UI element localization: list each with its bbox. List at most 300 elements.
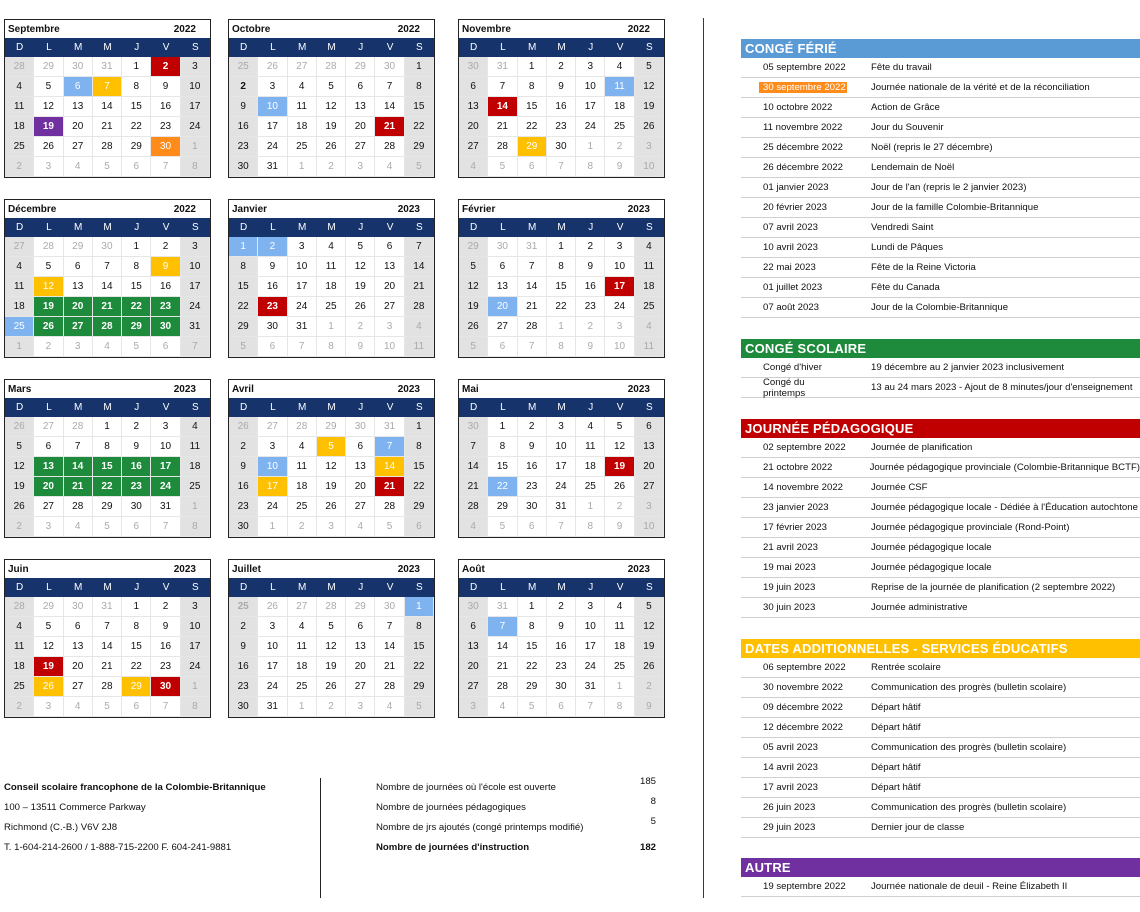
day-cell: 27 [459,137,488,157]
day-cell: 19 [605,457,634,477]
day-cell: 15 [488,457,517,477]
day-cell: 31 [375,417,404,437]
weekday-header [5,218,210,237]
day-cell: 6 [518,517,547,537]
day-cell: 27 [288,597,317,617]
weekday-label: L [46,402,52,413]
day-cell: 7 [181,337,210,357]
day-cell: 6 [346,437,375,457]
day-cell: 1 [547,237,576,257]
weekday-header [229,578,434,597]
weekday-label: V [162,402,170,413]
day-cell: 2 [151,237,180,257]
day-cell: 4 [288,437,317,457]
month-name: Janvier [232,203,268,215]
day-cell: 24 [576,657,605,677]
day-cell: 9 [547,617,576,637]
day-cell: 13 [375,257,404,277]
day-cell: 16 [229,117,258,137]
day-cell: 29 [488,497,517,517]
weekday-label: S [191,582,199,593]
day-cell: 6 [459,77,488,97]
month-header [459,380,664,398]
day-cell: 25 [181,477,210,497]
legend-text: Journée CSF [871,482,928,493]
day-cell: 30 [93,237,122,257]
day-cell: 2 [518,417,547,437]
day-cell: 7 [405,237,434,257]
legend-text: Fête du Canada [871,282,940,293]
stat-row [376,818,656,838]
day-cell: 4 [64,517,93,537]
weekday-label: M [327,222,336,233]
day-cell: 22 [405,657,434,677]
month-name: Août [462,563,485,575]
day-cell: 25 [605,657,634,677]
day-cell: 27 [5,237,34,257]
day-cell: 28 [375,677,404,697]
day-cell: 1 [181,137,210,157]
day-cell: 6 [547,697,576,717]
legend-row [741,598,1140,618]
weekday-label: S [415,42,423,53]
day-cell: 11 [181,437,210,457]
weekday-label: D [470,402,478,413]
day-cell: 17 [576,97,605,117]
divider-line [703,18,704,898]
day-cell: 26 [635,657,664,677]
day-cell: 15 [122,637,151,657]
day-cell: 2 [5,697,34,717]
month-header [459,20,664,38]
legend-date: 17 avril 2023 [763,782,818,793]
day-cell: 1 [547,317,576,337]
day-cell: 7 [288,337,317,357]
day-cell: 6 [488,257,517,277]
weekday-label: M [298,42,307,53]
stat-value: 8 [650,796,656,807]
day-cell: 6 [64,617,93,637]
day-cell: 13 [64,637,93,657]
legend-date: 30 novembre 2022 [763,682,844,693]
day-cell: 26 [317,137,346,157]
stat-label: Nombre de journées pédagogiques [376,802,526,813]
day-cell: 1 [5,337,34,357]
day-cell: 13 [64,97,93,117]
day-cell: 3 [605,317,634,337]
day-cell: 21 [488,657,517,677]
day-cell: 24 [181,657,210,677]
weekday-label: S [645,222,653,233]
day-cell: 27 [288,57,317,77]
legend-date: 30 septembre 2022 [759,82,847,93]
day-cell: 25 [5,677,34,697]
day-cell: 1 [518,57,547,77]
day-cell: 20 [34,477,63,497]
day-cell: 7 [64,437,93,457]
day-cell: 8 [488,437,517,457]
day-cell: 31 [181,317,210,337]
day-cell: 27 [64,317,93,337]
legend-row [741,258,1140,278]
day-cell: 11 [635,257,664,277]
day-cell: 12 [605,437,634,457]
day-cell: 11 [5,97,34,117]
month-juin [4,559,211,718]
legend-text: Journée pédagogique provinciale (Rond-Point) [871,522,1070,533]
weekday-label: J [588,582,594,593]
day-cell: 4 [346,517,375,537]
org-address-2: Richmond (C.-B.) V6V 2J8 [4,822,118,833]
day-cell: 8 [317,337,346,357]
legend-row [741,438,1140,458]
day-cell: 17 [258,477,287,497]
month-name: Mars [8,383,32,395]
day-cell: 5 [34,617,63,637]
legend-text: Rentrée scolaire [871,662,941,673]
weekday-header [459,578,664,597]
legend-row [741,518,1140,538]
legend-row [741,658,1140,678]
weekday-label: M [74,222,83,233]
day-cell: 31 [518,237,547,257]
weekday-label: M [298,402,307,413]
day-cell: 26 [5,497,34,517]
day-cell: 30 [518,497,547,517]
day-cell: 4 [459,157,488,177]
day-cell: 23 [151,657,180,677]
day-cell: 5 [317,77,346,97]
weekday-label: S [645,582,653,593]
day-cell: 27 [258,417,287,437]
legend-row [741,678,1140,698]
day-cell: 25 [5,137,34,157]
weekday-label: D [240,42,248,53]
legend-text: Journée nationale de la vérité et de la réconciliation [871,82,1090,93]
day-cell: 4 [635,237,664,257]
month-year: 2023 [627,563,650,575]
day-cell: 10 [375,337,404,357]
day-cell: 8 [181,157,210,177]
day-cell: 15 [229,277,258,297]
day-cell: 28 [5,57,34,77]
day-cell: 19 [317,117,346,137]
day-cell: 28 [317,57,346,77]
day-cell: 16 [151,637,180,657]
legend-text: Dernier jour de classe [871,822,965,833]
day-cell: 9 [122,437,151,457]
day-cell: 17 [605,277,634,297]
month-juillet [228,559,435,718]
day-cell: 30 [258,317,287,337]
weekday-label: V [386,222,394,233]
day-cell: 3 [34,697,63,717]
weekday-header [229,218,434,237]
day-cell: 22 [122,657,151,677]
legend-date: 07 avril 2023 [763,222,818,233]
day-cell: 5 [459,337,488,357]
day-cell: 2 [229,617,258,637]
day-cell: 11 [5,277,34,297]
day-cell: 9 [635,697,664,717]
month-year: 2022 [397,23,420,35]
legend-date: 02 septembre 2022 [763,442,846,453]
legend-date: 07 août 2023 [763,302,820,313]
legend-date: 14 novembre 2022 [763,482,844,493]
day-cell: 25 [317,297,346,317]
day-cell: 30 [547,137,576,157]
day-cell: 30 [459,417,488,437]
weekday-label: S [191,222,199,233]
day-cell: 15 [405,637,434,657]
day-cell: 22 [488,477,517,497]
weekday-label: V [162,582,170,593]
day-cell: 3 [346,157,375,177]
day-cell: 8 [93,437,122,457]
day-cell: 12 [317,457,346,477]
weekday-label: L [270,582,276,593]
org-address-1: 100 – 13511 Commerce Parkway [4,802,146,813]
day-cell: 8 [405,437,434,457]
month-name: Septembre [8,23,60,35]
day-cell: 7 [488,617,517,637]
month-octobre [228,19,435,178]
day-cell: 10 [605,257,634,277]
day-cell: 27 [459,677,488,697]
section-title: AUTRE [741,858,1140,877]
day-cell: 4 [5,257,34,277]
weekday-label: J [134,582,140,593]
day-cell: 3 [34,517,63,537]
day-cell: 25 [229,57,258,77]
section-title: DATES ADDITIONNELLES - SERVICES ÉDUCATIFS [741,639,1140,658]
stat-value: 182 [639,842,656,853]
legend-row [741,78,1140,98]
day-cell: 15 [405,97,434,117]
day-cell: 22 [518,117,547,137]
day-cell: 8 [122,77,151,97]
day-cell: 6 [258,337,287,357]
day-cell: 16 [576,277,605,297]
day-cell: 5 [93,157,122,177]
month-header [459,200,664,218]
month-header [5,20,210,38]
legend-row [741,478,1140,498]
day-cell: 18 [5,657,34,677]
day-cell: 12 [34,637,63,657]
day-cell: 9 [605,517,634,537]
day-cell: 10 [576,617,605,637]
day-cell: 5 [34,77,63,97]
day-cell: 9 [576,337,605,357]
day-cell: 5 [346,237,375,257]
day-cell: 3 [547,417,576,437]
day-cell: 6 [64,257,93,277]
day-cell: 1 [317,317,346,337]
legend-date: 26 juin 2023 [763,802,816,813]
day-cell: 20 [346,117,375,137]
legend-date: 17 février 2023 [763,522,827,533]
day-cell: 26 [258,57,287,77]
day-cell: 5 [488,157,517,177]
legend-date: 14 avril 2023 [763,762,818,773]
legend-row [741,798,1140,818]
month-mars [4,379,211,538]
legend-date: Congé d'hiver [763,362,822,373]
day-cell: 4 [93,337,122,357]
day-cell: 3 [605,237,634,257]
day-cell: 6 [375,237,404,257]
day-cell: 6 [405,517,434,537]
legend-date: 20 février 2023 [763,202,827,213]
month-year: 2022 [627,23,650,35]
legend-text: Journée pédagogique provinciale (Colombie-Britannique BCTF) [869,462,1140,473]
legend-text: Journée de planification [871,442,973,453]
day-cell: 9 [151,77,180,97]
day-cell: 5 [317,437,346,457]
day-cell: 7 [93,617,122,637]
day-cell: 9 [605,157,634,177]
day-cell: 16 [122,457,151,477]
day-cell: 2 [151,57,180,77]
month-décembre [4,199,211,358]
day-cell: 3 [34,157,63,177]
day-cell: 20 [375,277,404,297]
day-cell: 23 [576,297,605,317]
day-cell: 2 [576,317,605,337]
weekday-label: D [240,222,248,233]
legend-row [741,758,1140,778]
day-cell: 29 [405,137,434,157]
day-cell: 1 [93,417,122,437]
weekday-label: V [162,42,170,53]
legend-text: Journée nationale de deuil - Reine Élizabeth II [871,881,1068,892]
weekday-label: L [46,222,52,233]
legend-date: 25 décembre 2022 [763,142,844,153]
legend-row [741,278,1140,298]
weekday-label: L [270,222,276,233]
day-cell: 28 [518,317,547,337]
legend-row [741,158,1140,178]
legend-row [741,118,1140,138]
day-cell: 29 [122,677,151,697]
day-cell: 30 [64,597,93,617]
stat-value: 185 [639,776,656,787]
day-cell: 16 [547,97,576,117]
day-cell: 12 [34,277,63,297]
day-cell: 9 [229,97,258,117]
day-cell: 13 [488,277,517,297]
day-cell: 17 [258,657,287,677]
weekday-label: J [134,42,140,53]
day-cell: 24 [181,297,210,317]
day-cell: 28 [488,137,517,157]
day-cell: 30 [547,677,576,697]
weekday-label: D [470,42,478,53]
day-cell: 24 [258,677,287,697]
day-cell: 23 [151,297,180,317]
day-cell: 9 [258,257,287,277]
day-cell: 20 [346,477,375,497]
day-cell: 4 [5,617,34,637]
weekday-label: L [500,582,506,593]
day-cell: 14 [488,97,517,117]
day-cell: 31 [488,57,517,77]
stat-label: Nombre de journées d'instruction [376,842,530,853]
day-cell: 5 [229,337,258,357]
legend-date: 05 avril 2023 [763,742,818,753]
weekday-label: M [528,42,537,53]
day-cell: 30 [122,497,151,517]
day-cell: 28 [64,497,93,517]
day-cell: 28 [5,597,34,617]
weekday-label: V [616,402,624,413]
day-cell: 3 [258,437,287,457]
day-cell: 28 [405,297,434,317]
month-header [459,560,664,578]
day-cell: 6 [518,157,547,177]
day-cell: 2 [605,497,634,517]
month-name: Juin [8,563,29,575]
day-cell: 1 [605,677,634,697]
day-cell: 17 [181,97,210,117]
day-cell: 22 [229,297,258,317]
day-cell: 6 [122,697,151,717]
legend-text: Journée pédagogique locale - Dédiée à l'Éducation autochtone [871,502,1138,513]
legend-row [741,138,1140,158]
month-header [5,380,210,398]
day-cell: 3 [576,597,605,617]
day-cell: 27 [346,677,375,697]
month-avril [228,379,435,538]
day-cell: 31 [547,497,576,517]
legend-date: 10 octobre 2022 [763,102,833,113]
day-cell: 26 [317,497,346,517]
day-cell: 4 [605,597,634,617]
day-cell: 14 [518,277,547,297]
day-cell: 20 [635,457,664,477]
day-cell: 18 [288,657,317,677]
day-cell: 10 [258,457,287,477]
day-cell: 3 [181,57,210,77]
legend-date: 29 juin 2023 [763,822,816,833]
day-cell: 7 [459,437,488,457]
day-cell: 10 [181,257,210,277]
day-cell: 3 [317,517,346,537]
weekday-label: S [415,222,423,233]
legend-row [741,298,1140,318]
day-cell: 23 [518,477,547,497]
legend-text: Départ hâtif [871,762,921,773]
day-cell: 3 [635,497,664,517]
weekday-label: S [645,402,653,413]
day-cell: 6 [459,617,488,637]
day-cell: 8 [576,517,605,537]
weekday-label: J [358,42,364,53]
day-cell: 23 [229,497,258,517]
day-cell: 30 [375,597,404,617]
day-cell: 12 [459,277,488,297]
day-cell: 9 [229,637,258,657]
day-cell: 30 [151,677,180,697]
day-cell: 5 [405,157,434,177]
day-cell: 13 [635,437,664,457]
day-cell: 14 [488,637,517,657]
day-cell: 10 [605,337,634,357]
day-cell: 29 [518,137,547,157]
day-cell: 19 [635,97,664,117]
day-cell: 31 [93,597,122,617]
